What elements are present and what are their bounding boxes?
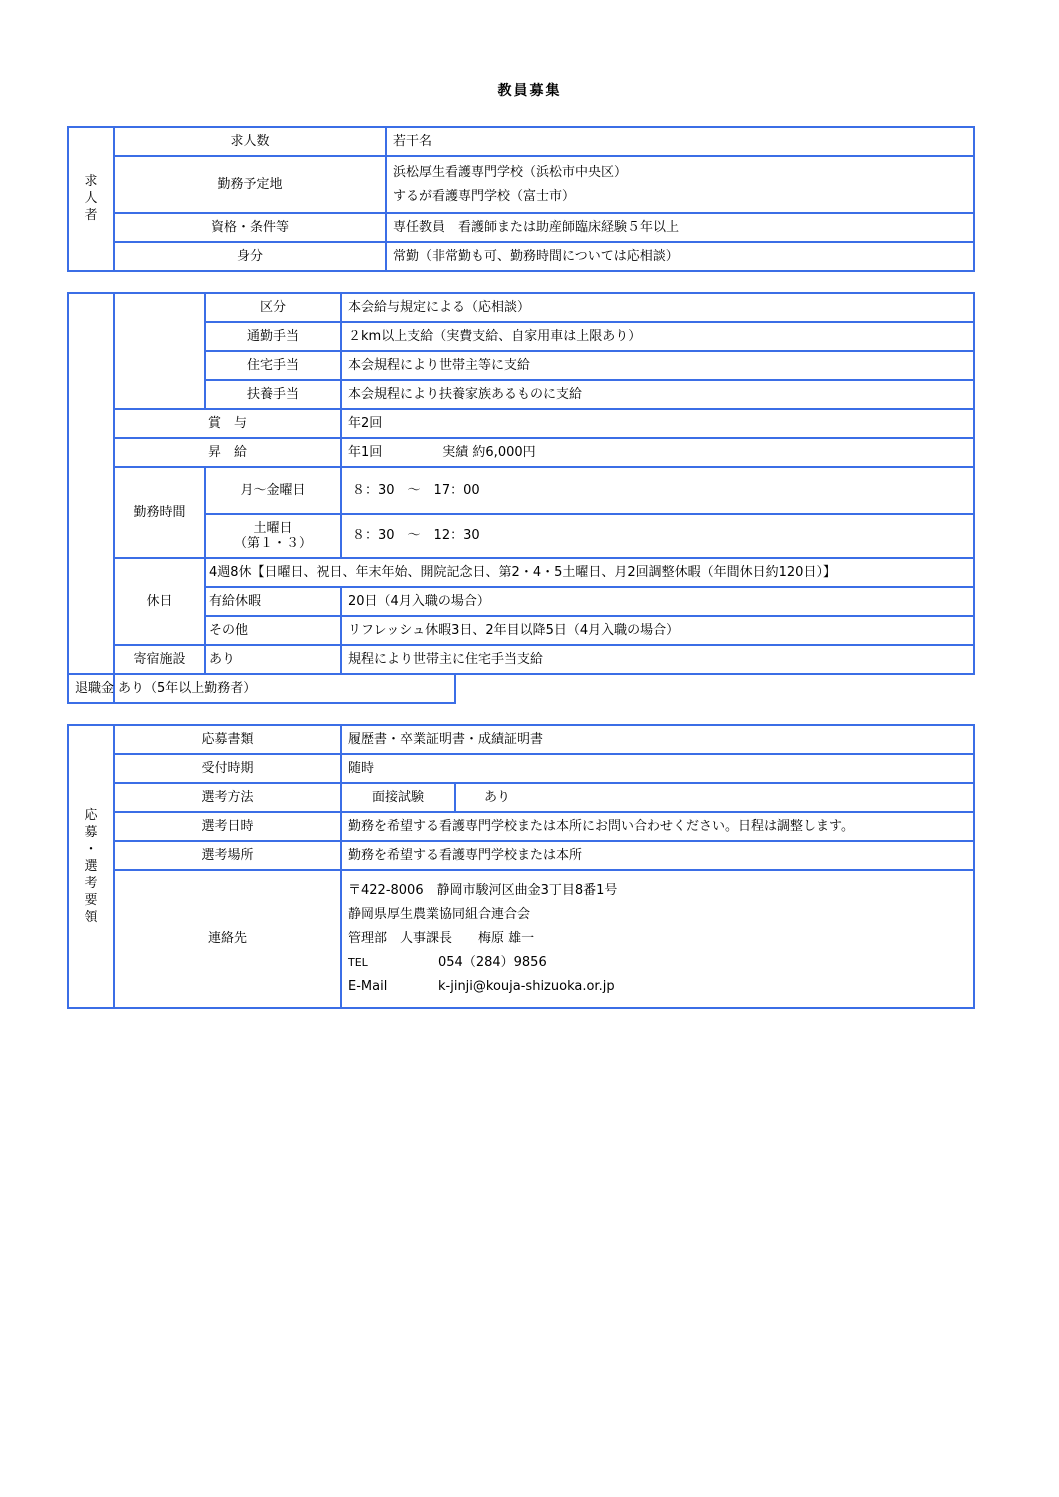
row-note: 規程により世帯主に住宅手当支給 [341, 645, 974, 674]
contact-address: 〒422-8006 静岡市駿河区曲金3丁目8番1号 [348, 883, 618, 898]
contact-organization: 静岡県厚生農業協同組合連合会 [348, 907, 531, 922]
row-label: 通勤手当 [205, 322, 341, 351]
row-label: 区分 [205, 293, 341, 322]
email-address[interactable]: k-jinji@kouja-shizuoka.or.jp [438, 979, 615, 994]
row-value: 勤務を希望する看護専門学校または本所にお問い合わせください。日程は調整します。 [341, 812, 974, 841]
selection-method: 面接試験 [341, 783, 455, 812]
contact-tel [348, 951, 967, 975]
row-label: 賞 与 [114, 409, 341, 438]
application-table [67, 724, 975, 1009]
row-value: 専任教員 看護師または助産師臨床経験５年以上 [386, 213, 974, 242]
row-value: あり（5年以上勤務者） [114, 674, 455, 703]
holiday-summary: 4週8休【日曜日、祝日、年末年始、開院記念日、第2・4・5土曜日、月2回調整休暇（年間休日約120日）】 [205, 558, 974, 587]
row-label: 勤務時間 [114, 467, 205, 558]
row-value: 年2回 [341, 409, 974, 438]
contact-person: 管理部 人事課長 梅原 雄一 [348, 931, 535, 946]
row-value: 常勤（非常勤も可、勤務時間については応相談） [386, 242, 974, 271]
row-value: ８：30 ～ 17：00 [341, 467, 974, 514]
row-value: 若干名 [386, 127, 974, 156]
tel-label: TEL [348, 956, 368, 969]
recruiter-table [67, 126, 975, 272]
row-label: その他 [205, 616, 341, 645]
row-value: あり [205, 645, 341, 674]
work-location-list [386, 156, 974, 213]
row-label: 退職金 [68, 674, 114, 703]
row-label: 選考日時 [114, 812, 341, 841]
selection-method-value: あり [455, 783, 974, 812]
row-label: 連絡先 [114, 870, 341, 1008]
row-value: 履歴書・卒業証明書・成績証明書 [341, 725, 974, 754]
row-value: 勤務を希望する看護専門学校または本所 [341, 841, 974, 870]
row-value: 本会規程により世帯主等に支給 [341, 351, 974, 380]
row-label: 住宅手当 [205, 351, 341, 380]
page-title: 教員募集 [497, 83, 562, 99]
application-side-label: 応 募 ・ 選 考 要 領 [68, 725, 114, 1008]
recruiter-side-label: 求 人 者 [68, 127, 114, 271]
row-label: 応募書類 [114, 725, 341, 754]
row-label: 扶養手当 [205, 380, 341, 409]
contact-block [341, 870, 974, 1008]
work-location: 浜松厚生看護専門学校（浜松市中央区） [393, 164, 628, 180]
conditions-table [67, 292, 975, 704]
row-value: ８：30 ～ 12：30 [341, 514, 974, 558]
row-value: ２km以上支給（実費支給、自家用車は上限あり） [341, 322, 974, 351]
row-label: 身分 [114, 242, 386, 271]
row-label: 有給休暇 [205, 587, 341, 616]
row-label: 求人数 [114, 127, 386, 156]
conditions-side-label [68, 293, 114, 674]
allowance-group [114, 293, 205, 409]
row-value: 随時 [341, 754, 974, 783]
raise-frequency: 年1回 [348, 444, 383, 460]
work-location: するが看護専門学校（富士市） [393, 188, 576, 204]
row-label: 資格・条件等 [114, 213, 386, 242]
row-label: 休日 [114, 558, 205, 645]
row-label: 勤務予定地 [114, 156, 386, 213]
row-label: 月～金曜日 [205, 467, 341, 514]
row-value: 本会給与規定による（応相談） [341, 293, 974, 322]
row-label: 寄宿施設 [114, 645, 205, 674]
row-label: 昇 給 [114, 438, 341, 467]
contact-email [348, 975, 967, 999]
row-label: 受付時期 [114, 754, 341, 783]
row-value: 20日（4月入職の場合） [341, 587, 974, 616]
row-value: リフレッシュ休暇3日、2年目以降5日（4月入職の場合） [341, 616, 974, 645]
tel-number: 054（284）9856 [438, 955, 547, 970]
row-value [341, 438, 974, 467]
raise-amount: 実績 約6,000円 [442, 444, 536, 460]
email-label: E-Mail [348, 979, 388, 994]
row-value: 本会規程により扶養家族あるものに支給 [341, 380, 974, 409]
row-label: 選考場所 [114, 841, 341, 870]
row-label: 選考方法 [114, 783, 341, 812]
row-label: 土曜日 （第１・３） [205, 514, 341, 558]
